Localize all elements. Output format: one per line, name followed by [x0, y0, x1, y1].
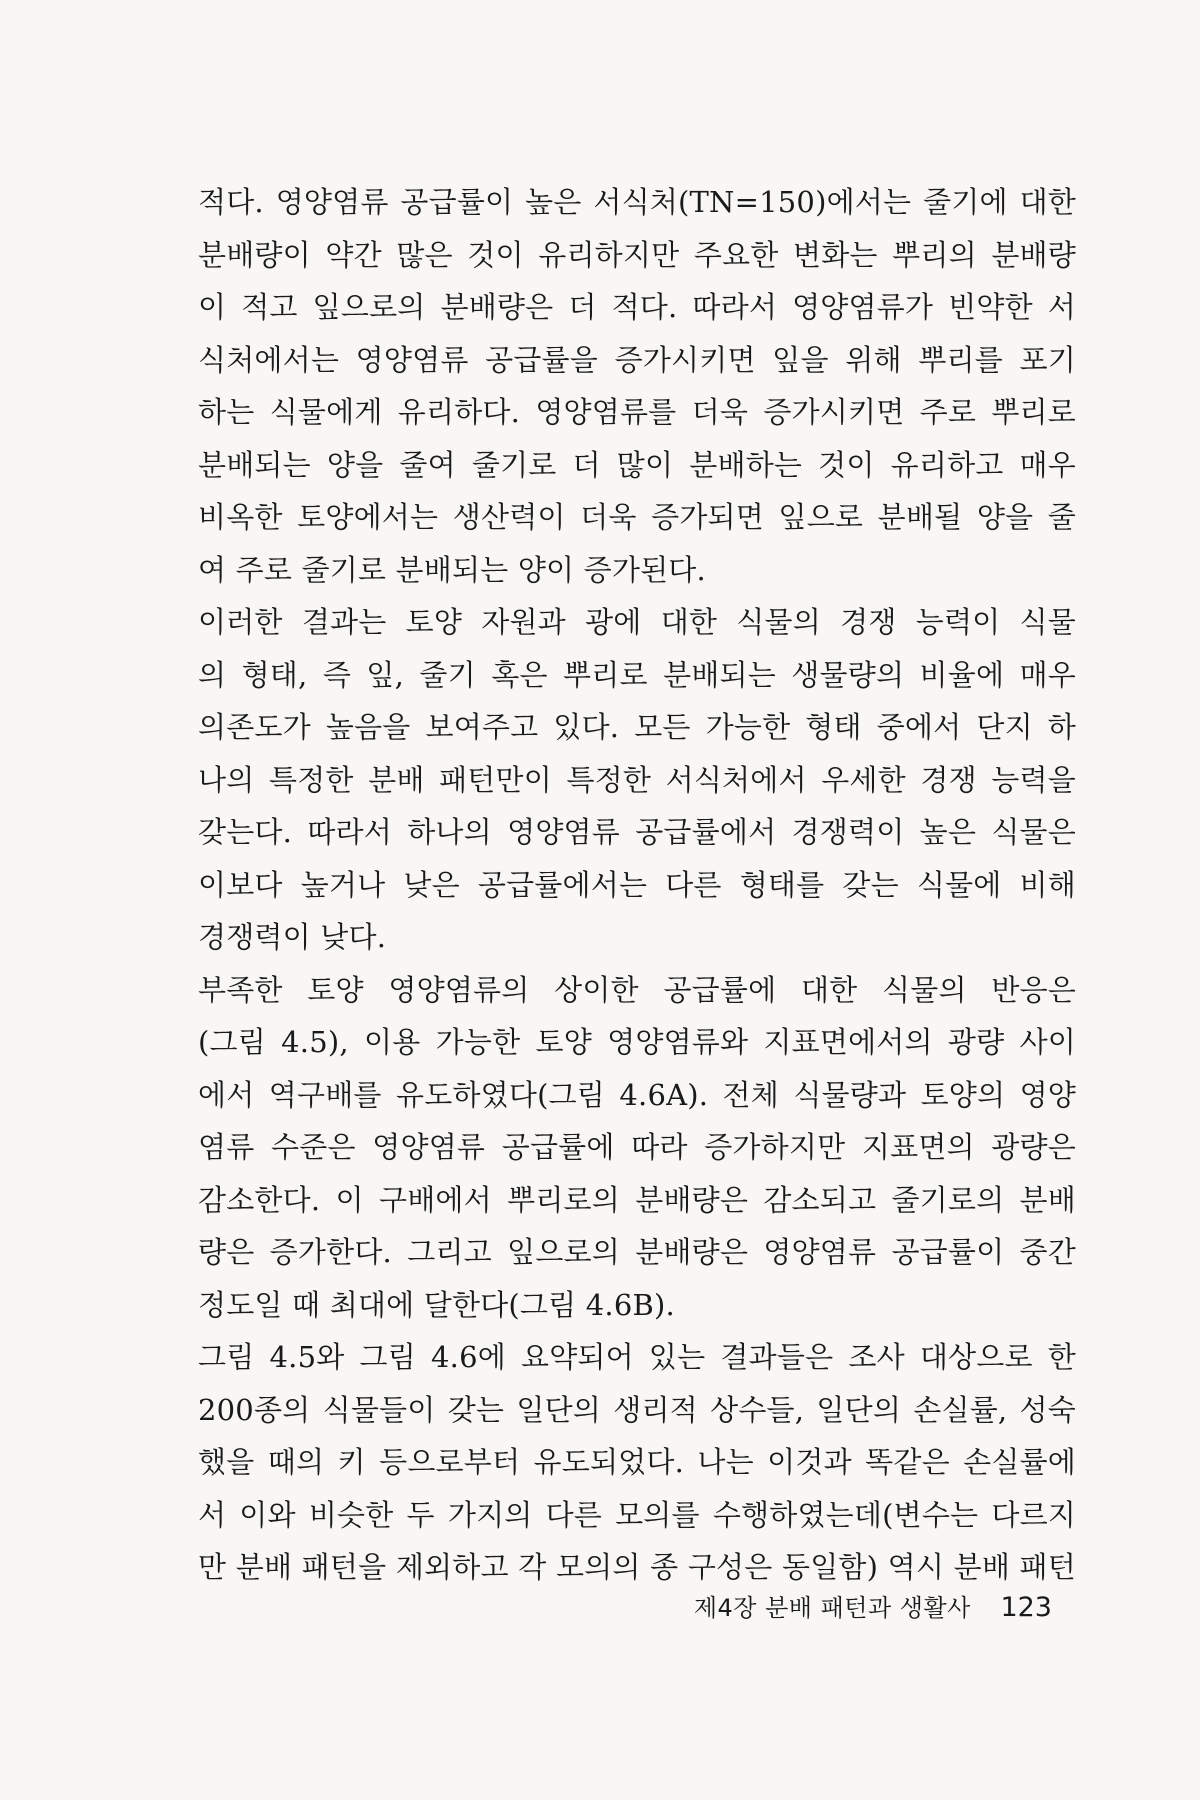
text-line: 의존도가 높음을 보여주고 있다. 모든 가능한 형태 중에서 단지 하 — [198, 710, 1076, 744]
text-line: 분배량이 약간 많은 것이 유리하지만 주요한 변화는 뿌리의 분배량 — [198, 237, 1076, 272]
text-line: 서 이와 비슷한 두 가지의 다른 모의를 수행하였는데(변수는 다르지 — [198, 1497, 1076, 1532]
text-line: 하는 식물에게 유리하다. 영양염류를 더욱 증가시키면 주로 뿌리로 — [198, 395, 1076, 429]
text-line: 분배되는 양을 줄여 줄기로 더 많이 분배하는 것이 유리하고 매우 — [198, 447, 1076, 482]
page-footer — [694, 1588, 1052, 1628]
text-line: 이러한 결과는 토양 자원과 광에 대한 식물의 경쟁 능력이 식물 — [198, 605, 1076, 639]
text-line: 에서 역구배를 유도하였다(그림 4.6A). 전체 식물량과 토양의 영양 — [198, 1077, 1076, 1112]
text-line: 감소한다. 이 구배에서 뿌리로의 분배량은 감소되고 줄기로의 분배 — [198, 1182, 1076, 1217]
text-line: 경쟁력이 낮다. — [198, 920, 387, 954]
text-line: 부족한 토양 영양염류의 상이한 공급률에 대한 식물의 반응은 — [198, 972, 1076, 1007]
text-line: 200종의 식물들이 갖는 일단의 생리적 상수들, 일단의 손실률, 성숙 — [198, 1392, 1076, 1427]
text-line: 식처에서는 영양염류 공급률을 증가시키면 잎을 위해 뿌리를 포기 — [198, 342, 1076, 377]
text-line: 비옥한 토양에서는 생산력이 더욱 증가되면 잎으로 분배될 양을 줄 — [198, 500, 1076, 534]
text-line: 적다. 영양염류 공급률이 높은 서식처(TN=150)에서는 줄기에 대한 — [198, 185, 1076, 219]
text-line: 이 적고 잎으로의 분배량은 더 적다. 따라서 영양염류가 빈약한 서 — [198, 290, 1076, 324]
text-line: 이보다 높거나 낮은 공급률에서는 다른 형태를 갖는 식물에 비해 — [198, 867, 1076, 902]
text-line: 여 주로 줄기로 분배되는 양이 증가된다. — [198, 552, 706, 587]
text-line: 나의 특정한 분배 패턴만이 특정한 서식처에서 우세한 경쟁 능력을 — [198, 762, 1076, 797]
text-line: 했을 때의 키 등으로부터 유도되었다. 나는 이것과 똑같은 손실률에 — [198, 1445, 1076, 1479]
text-line: (그림 4.5), 이용 가능한 토양 영양염류와 지표면에서의 광량 사이 — [198, 1025, 1076, 1059]
chapter-title: 제4장 분배 패턴과 생활사 — [693, 1594, 971, 1622]
text-line: 량은 증가한다. 그리고 잎으로의 분배량은 영양염류 공급률이 중간 — [198, 1235, 1076, 1269]
page-number: 123 — [1000, 1592, 1052, 1623]
body-text — [198, 176, 1076, 1594]
text-line: 의 형태, 즉 잎, 줄기 혹은 뿌리로 분배되는 생물량의 비율에 매우 — [198, 657, 1076, 692]
text-line: 그림 4.5와 그림 4.6에 요약되어 있는 결과들은 조사 대상으로 한 — [198, 1340, 1076, 1374]
text-line: 갖는다. 따라서 하나의 영양염류 공급률에서 경쟁력이 높은 식물은 — [198, 815, 1076, 849]
text-line: 만 분배 패턴을 제외하고 각 모의의 종 구성은 동일함) 역시 분배 패턴 — [198, 1550, 1076, 1584]
text-line: 정도일 때 최대에 달한다(그림 4.6B). — [198, 1287, 675, 1322]
text-line: 염류 수준은 영양염류 공급률에 따라 증가하지만 지표면의 광량은 — [198, 1130, 1076, 1164]
